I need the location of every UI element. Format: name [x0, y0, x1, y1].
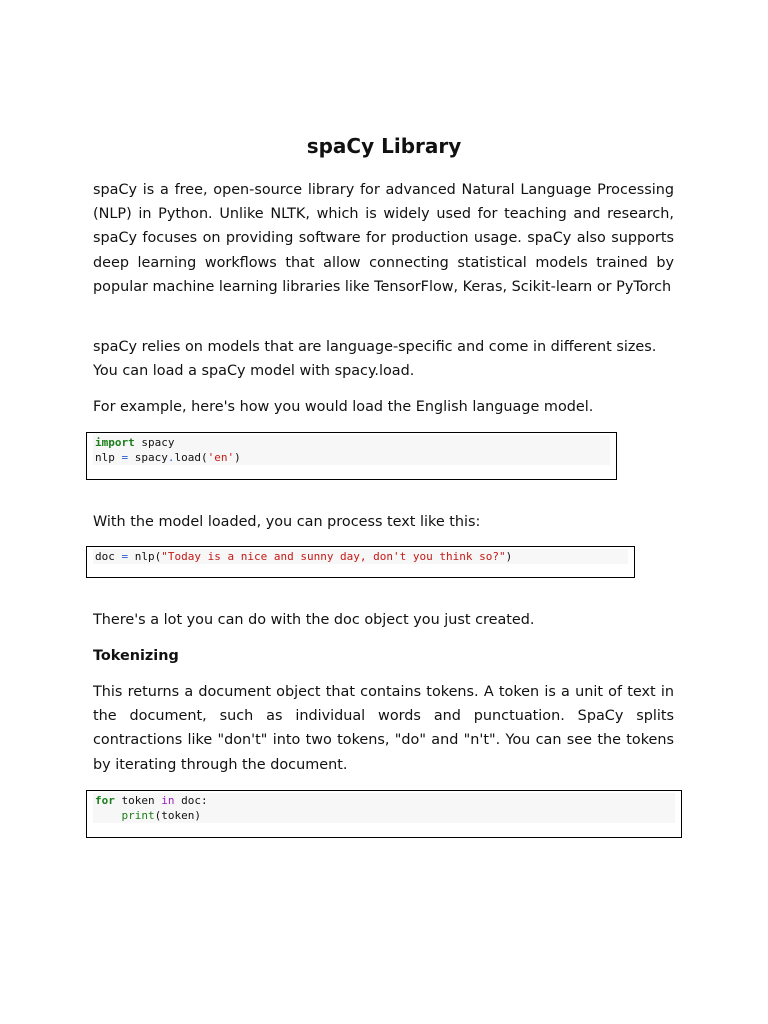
code-line: import spacy — [95, 436, 175, 449]
code-block-process-text — [86, 546, 635, 578]
tokenizing-paragraph: This returns a document object that contains tokens. A token is a unit of text in the document, such as individual words and punctuation. SpaCy splits contractions like "don't" into two tokens, "do" and "n't". You can see the tokens by iterating through the document. — [93, 684, 674, 773]
code-block-iterate-tokens — [86, 790, 682, 838]
section-heading-tokenizing: Tokenizing — [93, 648, 179, 664]
code-line: nlp = spacy.load('en') — [95, 451, 241, 464]
code-line: print(token) — [121, 809, 201, 822]
code-block-load-model — [86, 432, 617, 480]
code-line: for token in doc: — [95, 794, 208, 807]
example-paragraph: For example, here's how you would load the English language model. — [93, 399, 594, 415]
intro-paragraph: spaCy is a free, open-source library for advanced Natural Language Processing (NLP) in Python. Unlike NLTK, which is widely used for teaching and research, spaCy focuses on providing software for production usage. spaCy also supports deep learning workflows that allow connecting statistical models trained by popular machine learning libraries like TensorFlow, Keras, Scikit-learn or PyTorch — [93, 182, 674, 295]
doc-object-paragraph: There's a lot you can do with the doc object you just created. — [93, 612, 535, 628]
page-title: spaCy Library — [306, 134, 462, 158]
code-line: doc = nlp("Today is a nice and sunny day, don't you think so?") — [95, 550, 513, 563]
process-paragraph: With the model loaded, you can process text like this: — [93, 514, 481, 530]
models-paragraph: spaCy relies on models that are language-specific and come in different sizes. You can load a spaCy model with spacy.load. — [93, 339, 657, 380]
